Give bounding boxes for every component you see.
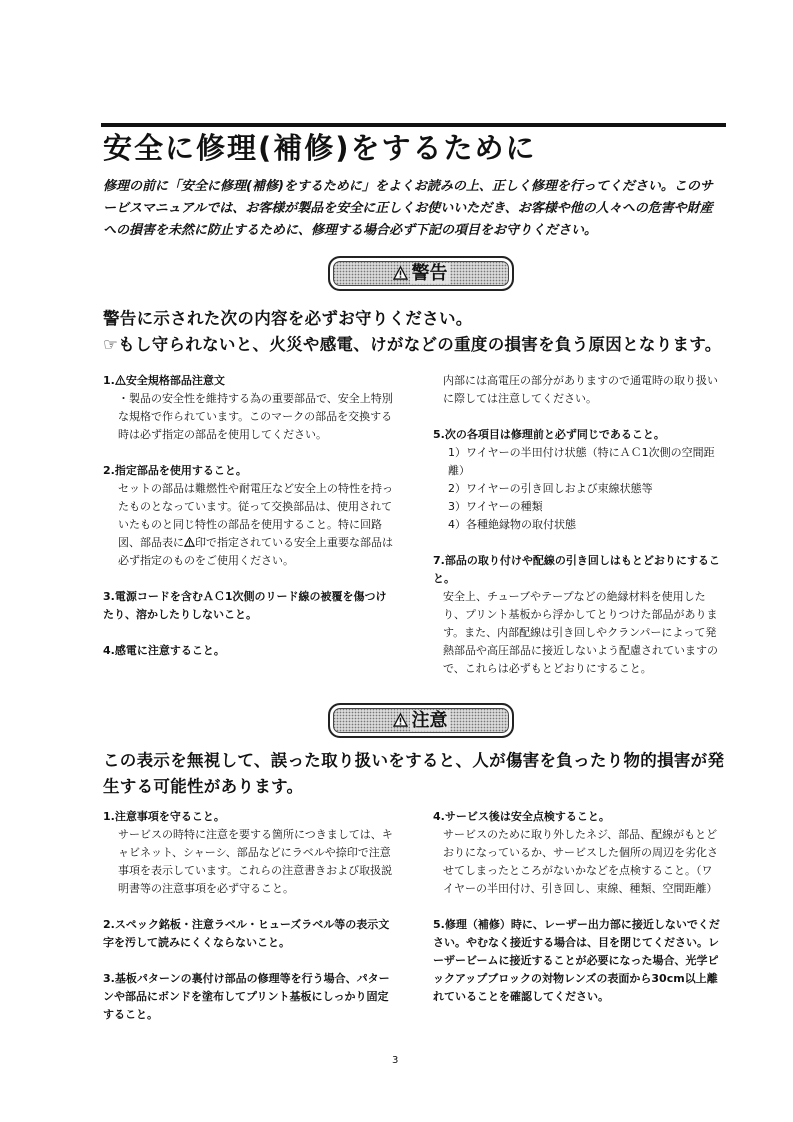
warning-item-5-list	[433, 444, 723, 534]
caution-right-column	[433, 808, 723, 1006]
caution-item-4	[433, 808, 723, 898]
warning-item-7	[433, 552, 723, 678]
warning-item-1-number: 1.	[103, 374, 115, 387]
warning-banner-label: 警告	[411, 263, 448, 284]
warning-banner	[328, 256, 514, 291]
warning-item-1-body: ・製品の安全性を維持する為の重要部品で、安全上特別な規格で作られています。このマークの部品を交換する時は必ず指定の部品を使用してください。	[118, 392, 393, 441]
caution-item-1	[103, 808, 393, 898]
caution-left-column	[103, 808, 393, 1024]
caution-lead: この表示を無視して、誤った取り扱いをすると、人が傷害を負ったり物的損害が発生する可能性があります。	[103, 751, 725, 796]
warning-item-2	[103, 462, 393, 570]
warning-item-7-heading: 7.部品の取り付けや配線の引き回しはもとどおりにすること。	[433, 554, 720, 585]
warning-item-4-body: 内部には高電圧の部分がありますので通電時の取り扱いに際しては注意してください。	[443, 374, 718, 405]
intro-paragraph: 修理の前に「安全に修理(補修)をするために」をよくお読みの上、正しく修理を行ってください。このサービスマニュアルでは、お客様が製品を安全に正しくお使いいただき、お客様や他の人々への危害や財産への損害を未然に防止するために、修理する場合必ず下記の項目をお守りください。	[103, 179, 713, 238]
caution-item-1-heading: 1.注意事項を守ること。	[103, 810, 225, 823]
warning-item-2-body-a: セットの部品は難燃性や耐電圧など安全上の特性を持ったものとなっています。従って交換部品は、使用されていたものと同じ特性の部品を使用すること。特に回路図、部品表に	[118, 482, 393, 549]
warning-item-5-heading: 5.次の各項目は修理前と必ず同じであること。	[433, 428, 665, 441]
warning-item-7-body: 安全上、チューブやテープなどの絶縁材料を使用したり、プリント基板から浮かしてとりつけた部品があります。また、内部配線は引き回しやクランパーによって発熱部品や高圧部品に接近しないよう配慮されていますので、これらは必ずもとどおりにすること。	[443, 590, 718, 675]
caution-item-4-heading: 4.サービス後は安全点検すること。	[433, 810, 610, 823]
caution-item-5	[433, 916, 723, 1006]
warning-item-1	[103, 372, 393, 444]
warning-item-2-number: 2.	[103, 464, 115, 477]
warning-left-column	[103, 372, 393, 660]
caution-item-5-heading: 5.修理（補修）時に、レーザー出力部に接近しないでください。やむなく接近する場合は、目を閉じてください。レーザービームに接近することが必要になった場合、光学ピックアップブロックの対物レンズの表面から30cm以上離れていることを確認してください。	[433, 918, 720, 1003]
warning-item-2-body-b: 印で指定されている安全上重要な部品は必ず指定のものをご使用ください。	[118, 536, 393, 567]
warning-right-column	[433, 372, 723, 678]
warning-triangle-icon	[393, 713, 408, 727]
warning-item-5	[433, 426, 723, 534]
warning-lead-2: ☞もし守られないと、火災や感電、けがなどの重度の損害を負う原因となります。	[103, 335, 722, 354]
caution-item-2-heading: 2.スペック銘板・注意ラベル・ヒューズラベル等の表示文字を汚して読みにくくならないこと。	[103, 918, 390, 949]
warning-item-2-heading: 指定部品を使用すること。	[114, 464, 247, 477]
caution-item-1-body: サービスの時特に注意を要する箇所につきましては、キャビネット、シャーシ、部品などにラベルや捺印で注意事項を表示しています。これらの注意書きおよび取扱説明書等の注意事項を必ず守ること。	[118, 828, 393, 895]
warning-item-4-heading: 4.感電に注意すること。	[103, 644, 225, 657]
warning-item-4	[103, 642, 393, 660]
warning-item-3-heading: 3.電源コードを含むＡＣ1次側のリード線の被覆を傷つけたり、溶かしたりしないこと。	[103, 590, 387, 621]
warning-item-5-sub-3: 3）ワイヤーの種類	[448, 500, 543, 513]
warning-item-3	[103, 588, 393, 624]
warning-lead-1: 警告に示された次の内容を必ずお守りください。	[103, 309, 473, 328]
warning-triangle-icon	[184, 537, 195, 547]
warning-item-2-body	[103, 480, 393, 570]
caution-item-3-heading: 3.基板パターンの裏付け部品の修理等を行う場合、パターンや部品にボンドを塗布してプリント基板にしっかり固定すること。	[103, 972, 390, 1021]
page-title: 安全に修理(補修)をするために	[103, 131, 537, 165]
caution-item-3	[103, 970, 393, 1024]
warning-item-5-sub-1: 1）ワイヤーの半田付け状態（特にＡＣ1次側の空間距離）	[448, 446, 715, 477]
page-number: 3	[392, 1055, 399, 1066]
caution-item-2	[103, 916, 393, 952]
caution-item-4-body: サービスのために取り外したネジ、部品、配線がもとどおりになっているか、サービスした個所の周辺を劣化させてしまったところがないかなどを点検すること。（ワイヤーの半田付け、引き回し、束線、種類、空間距離）	[443, 828, 718, 895]
warning-triangle-icon	[393, 266, 408, 280]
caution-banner-label: 注意	[411, 710, 448, 731]
warning-item-5-sub-2: 2）ワイヤーの引き回しおよび束線状態等	[448, 482, 653, 495]
caution-banner	[328, 703, 514, 738]
warning-item-1-heading: 安全規格部品注意文	[125, 374, 225, 387]
warning-triangle-icon	[115, 375, 126, 385]
warning-item-5-sub-4: 4）各種絶縁物の取付状態	[448, 518, 576, 531]
